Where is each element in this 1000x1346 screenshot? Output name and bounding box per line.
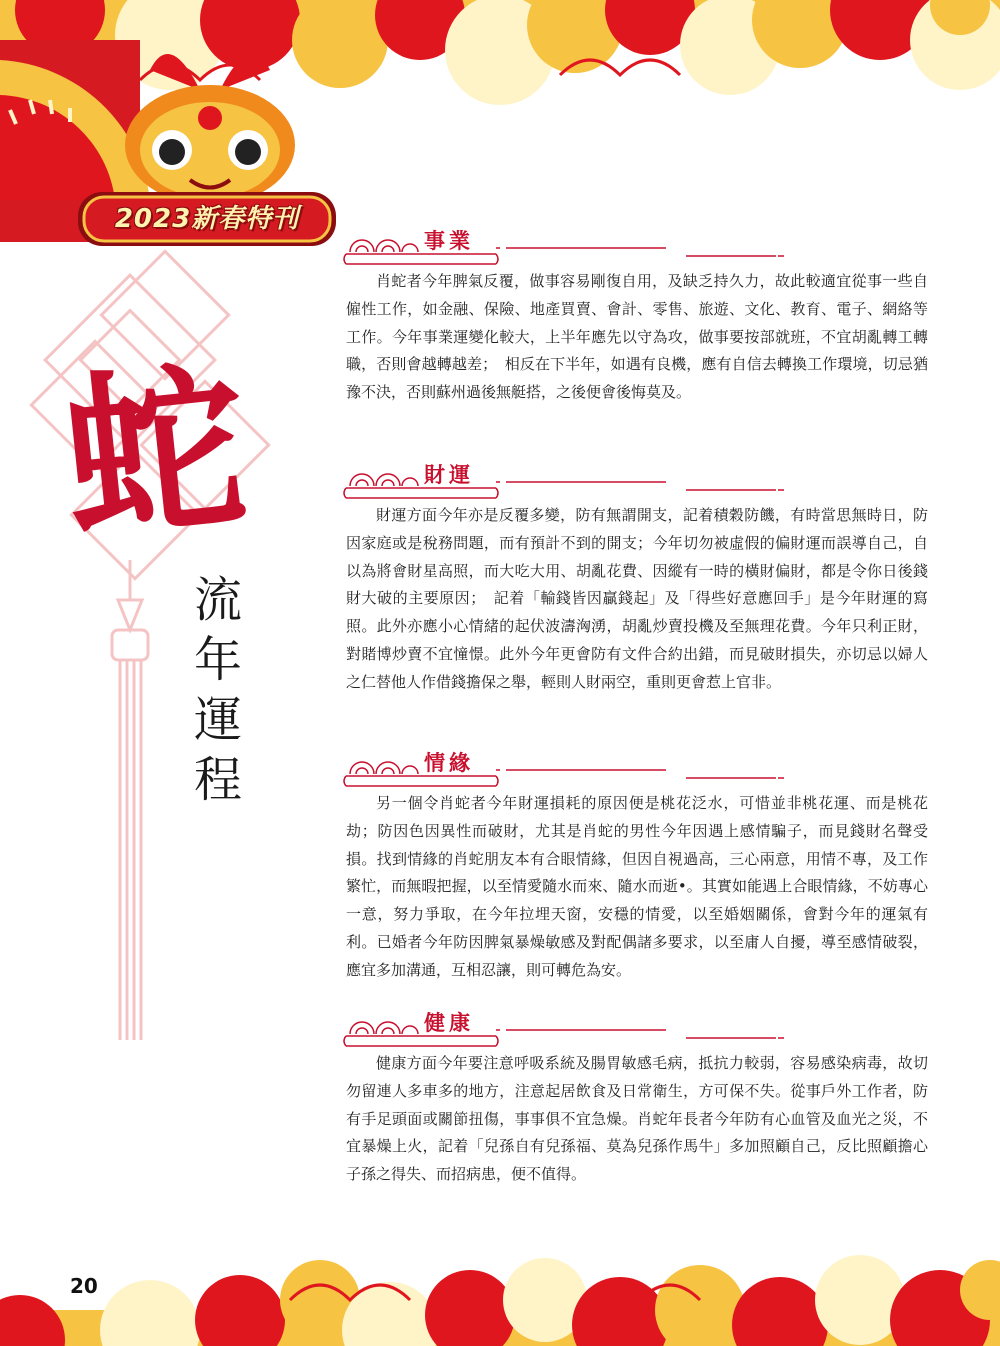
subtitle-char: 程 bbox=[193, 752, 242, 808]
section-header bbox=[346, 228, 928, 262]
section-wealth bbox=[346, 462, 928, 697]
subtitle-char: 運 bbox=[193, 692, 242, 748]
subtitle-char: 年 bbox=[193, 632, 242, 688]
section-header bbox=[346, 1010, 928, 1044]
special-issue-title: 2023新春特刊 bbox=[114, 204, 300, 234]
section-body: 健康方面今年要注意呼吸系統及腸胃敏感毛病，抵抗力較弱，容易感染病毒，故切勿留連人多車多的地方，注意起居飲食及日常衛生，方可保不失。從事戶外工作者，防有手足頭面或關節扭傷，事事俱不宜急燥。肖蛇年長者今年防有心血管及血光之災，不宜暴燥上火，記着「兒孫自有兒孫福、莫為兒孫作馬牛」多加照顧自己，反比照顧擔心子孫之得失、而招病患，便不值得。 bbox=[346, 1054, 928, 1184]
section-title: 財運 bbox=[424, 463, 474, 487]
section-header bbox=[346, 462, 928, 496]
section-title: 情緣 bbox=[424, 751, 474, 775]
section-body: 肖蛇者今年脾氣反覆，做事容易剛復自用，及缺乏持久力，故此較適宜從事一些自僱性工作，如金融、保險、地產買賣、會計、零售、旅遊、文化、教育、電子、網絡等工作。今年事業運變化較大，上半年應先以守為攻，做事要按部就班，不宜胡亂轉工轉職，否則會越轉越差； 相反在下半年，如遇有良機，應有自信去轉換工作環境，切忌猶豫不決，否則蘇州過後無艇搭，之後便會後悔莫及。 bbox=[346, 272, 928, 402]
section-title: 事業 bbox=[424, 229, 474, 253]
section-body: 另一個令肖蛇者今年財運損耗的原因便是桃花泛水，可惜並非桃花運、而是桃花劫；防因色因異性而破財，尤其是肖蛇的男性今年因遇上感情騙子，而見錢財名聲受損。找到情緣的肖蛇朋友本有合眼情緣，但因自視過高，三心兩意，用情不專，及工作繁忙，而無暇把握，以至情愛隨水而來、隨水而逝•。其實如能遇上合眼情緣，不妨專心一意，努力爭取，在今年拉埋天窗，安穩的情愛，以至婚姻關係，會對今年的運氣有利。已婚者今年防因脾氣暴燥敏感及對配偶諸多要求，以至庸人自擾，導至感情破裂，應宜多加溝通，互相忍讓，則可轉危為安。 bbox=[346, 794, 928, 979]
section-health bbox=[346, 1010, 928, 1189]
section-body: 財運方面今年亦是反覆多變，防有無謂開支，記着積穀防饑，有時當思無時日，防因家庭或是稅務問題，而有預計不到的開支；今年切勿被虛假的偏財運而誤導自己，自以為將會財星高照，而大吃大用、胡亂花費、因縱有一時的橫財偏財，都是令你日後錢財大破的主要原因； 記着「輸錢皆因贏錢起」及「得些好意應回手」是今年財運的寫照。此外亦應小心情緒的起伏波濤洶湧，胡亂炒賣投機及至無理花費。今年只利正財，對賭博炒賣不宜憧憬。此外今年更會防有文件合約出錯，而見破財損失，亦切忌以婦人之仁替他人作借錢擔保之舉，輕則人財兩空，重則更會惹上官非。 bbox=[346, 506, 928, 691]
section-header bbox=[346, 750, 928, 784]
section-career bbox=[346, 228, 928, 407]
section-title: 健康 bbox=[424, 1011, 474, 1035]
page-number: 20 bbox=[70, 1274, 98, 1298]
subtitle-char: 流 bbox=[193, 572, 242, 628]
top-cloud-band bbox=[0, 0, 1000, 105]
zodiac-sign: 蛇 bbox=[54, 340, 256, 569]
section-romance bbox=[346, 750, 928, 985]
annual-fortune-title bbox=[188, 570, 248, 810]
bottom-cloud-band bbox=[0, 1255, 1000, 1346]
